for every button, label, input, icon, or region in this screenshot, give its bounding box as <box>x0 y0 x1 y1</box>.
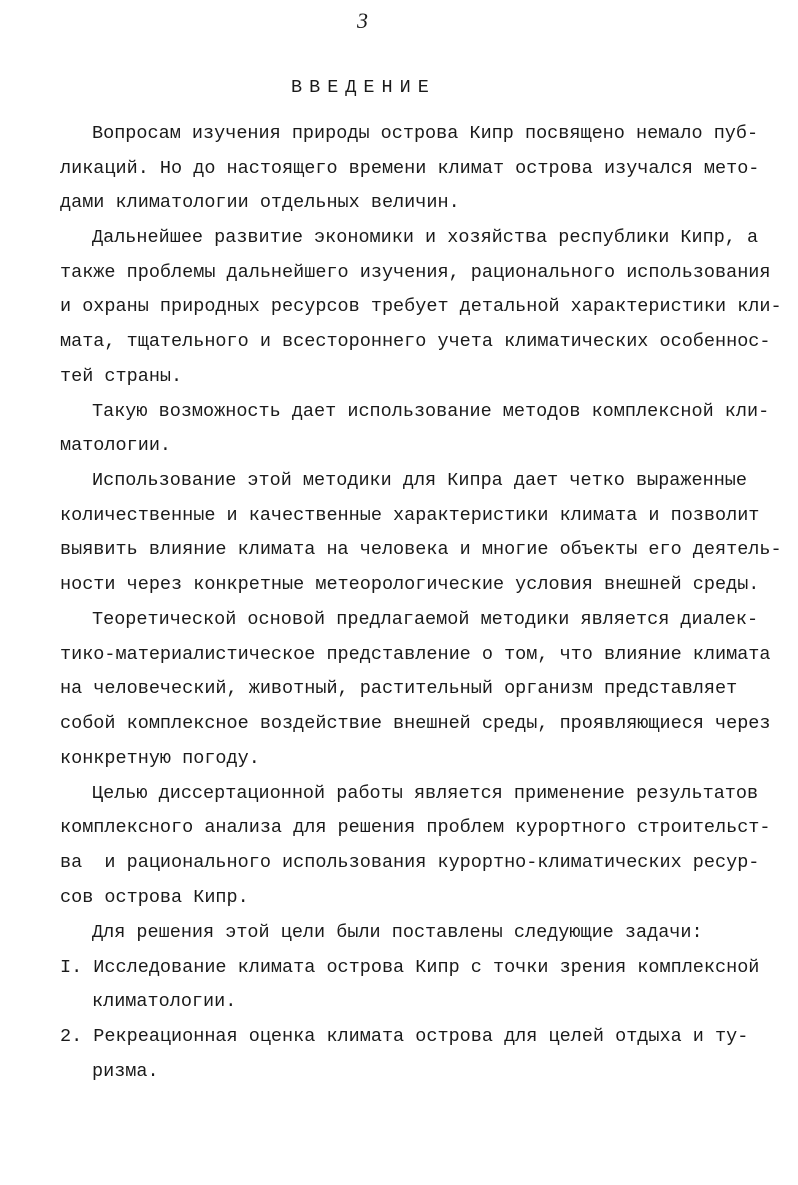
text-line: Целью диссертационной работы является применение результатов <box>92 783 759 804</box>
list-item-continuation: климатологии. <box>92 991 237 1012</box>
text-line: ликаций. Но до настоящего времени климат острова изучался мето- <box>60 158 760 179</box>
list-item: 2. Рекреационная оценка климата острова для целей отдыха и ту- <box>60 1026 749 1047</box>
text-line: Использование этой методики для Кипра дает четко выраженные <box>92 470 748 491</box>
text-line: Теоретической основой предлагаемой методики является диалек- <box>92 609 759 630</box>
text-line: количественные и качественные характеристики климата и позволит <box>60 505 760 526</box>
page-number: 3 <box>357 8 368 33</box>
list-item-continuation: ризма. <box>92 1061 159 1082</box>
text-line: Для решения этой цели были поставлены следующие задачи: <box>92 922 703 943</box>
text-line: также проблемы дальнейшего изучения, рационального использования <box>60 262 771 283</box>
text-line: матологии. <box>60 435 172 456</box>
text-line: комплексного анализа для решения проблем курортного строительст- <box>60 817 771 838</box>
text-line: собой комплексное воздействие внешней среды, проявляющиеся через <box>60 713 771 734</box>
list-item: I. Исследование климата острова Кипр с точки зрения комплексной <box>60 957 760 978</box>
text-line: сов острова Кипр. <box>60 887 249 908</box>
text-line: и охраны природных ресурсов требует детальной характеристики кли- <box>60 296 782 317</box>
text-line: Дальнейшее развитие экономики и хозяйства республики Кипр, а <box>92 227 759 248</box>
section-title: ВВЕДЕНИЕ <box>291 77 436 98</box>
text-line: выявить влияние климата на человека и многие объекты его деятель- <box>60 539 782 560</box>
text-line: ва и рационального использования курортно-климатических ресур- <box>60 852 760 873</box>
text-line: дами климатологии отдельных величин. <box>60 192 460 213</box>
text-line: ности через конкретные метеорологические условия внешней среды. <box>60 574 760 595</box>
text-line: Такую возможность дает использование методов комплексной кли- <box>92 401 770 422</box>
text-line: конкретную погоду. <box>60 748 260 769</box>
text-line: Вопросам изучения природы острова Кипр посвящено немало пуб- <box>92 123 759 144</box>
text-line: мата, тщательного и всестороннего учета климатических особеннос- <box>60 331 771 352</box>
text-line: тико-материалистическое представление о том, что влияние климата <box>60 644 771 665</box>
text-line: тей страны. <box>60 366 183 387</box>
text-line: на человеческий, животный, растительный организм представляет <box>60 678 738 699</box>
